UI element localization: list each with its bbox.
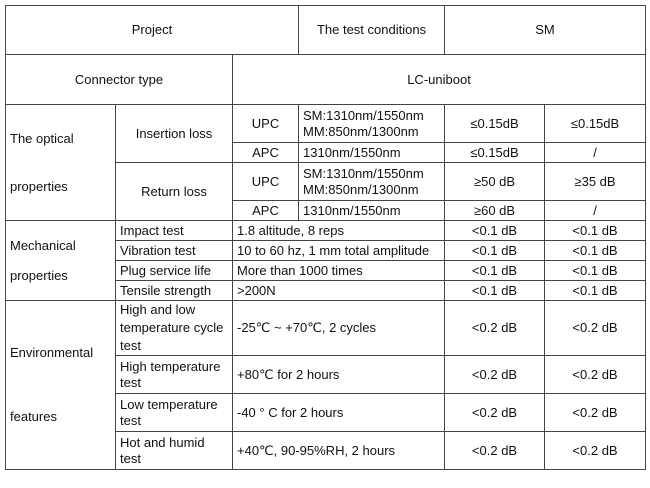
mechanical-condition: More than 1000 times	[233, 261, 445, 281]
mechanical-value-2: <0.1 dB	[545, 261, 646, 281]
mechanical-value-1: <0.1 dB	[445, 261, 545, 281]
environmental-condition: +80℃ for 2 hours	[233, 356, 445, 394]
mechanical-condition: >200N	[233, 281, 445, 301]
environmental-item-line: Low temperature	[120, 396, 218, 412]
insertion-apc-condition: 1310nm/1550nm	[299, 143, 445, 163]
environmental-item	[116, 356, 233, 394]
environmental-value-2: <0.2 dB	[545, 394, 646, 432]
return-loss-label: Return loss	[116, 163, 233, 221]
environmental-item	[116, 394, 233, 432]
mechanical-value-2: <0.1 dB	[545, 281, 646, 301]
insertion-upc-value-1: ≤0.15dB	[445, 105, 545, 143]
table-row	[6, 105, 646, 143]
environmental-item-line: Hot and humid	[120, 434, 205, 450]
optical-group-label	[6, 105, 116, 221]
environmental-item-line: High temperature	[120, 358, 221, 374]
return-apc-value-1: ≥60 dB	[445, 201, 545, 221]
spec-table	[5, 5, 646, 470]
environmental-condition: +40℃, 90-95%RH, 2 hours	[233, 432, 445, 470]
return-apc-value-2: /	[545, 201, 646, 221]
environmental-value-2: <0.2 dB	[545, 432, 646, 470]
mechanical-group-line1: Mechanical	[10, 237, 76, 253]
environmental-item-line: High and low	[120, 302, 196, 317]
optical-group-line2: properties	[10, 178, 68, 194]
environmental-group-line1: Environmental	[10, 345, 94, 360]
return-upc-type: UPC	[233, 163, 299, 201]
connector-row	[6, 55, 646, 105]
header-row	[6, 6, 646, 55]
mechanical-value-1: <0.1 dB	[445, 241, 545, 261]
connector-label: Connector type	[6, 55, 233, 105]
mechanical-item: Plug service life	[116, 261, 233, 281]
environmental-group-label	[6, 301, 116, 470]
return-upc-cond-mm: MM:850nm/1300nm	[303, 181, 419, 197]
environmental-group-line2: features	[10, 409, 57, 424]
mechanical-item: Impact test	[116, 221, 233, 241]
environmental-value-1: <0.2 dB	[445, 356, 545, 394]
insertion-upc-cond-sm: SM:1310nm/1550nm	[303, 107, 424, 123]
mechanical-value-1: <0.1 dB	[445, 281, 545, 301]
mechanical-value-1: <0.1 dB	[445, 221, 545, 241]
environmental-item-line: test	[120, 374, 141, 390]
table-row	[6, 301, 646, 356]
mechanical-condition: 1.8 altitude, 8 reps	[233, 221, 445, 241]
table-row	[6, 221, 646, 241]
environmental-item-line: test	[120, 412, 141, 428]
environmental-item-line: temperature cycle	[120, 320, 224, 335]
return-upc-cond-sm: SM:1310nm/1550nm	[303, 165, 424, 181]
mechanical-item: Vibration test	[116, 241, 233, 261]
return-apc-type: APC	[233, 201, 299, 221]
insertion-upc-cond-mm: MM:850nm/1300nm	[303, 123, 419, 139]
mechanical-item: Tensile strength	[116, 281, 233, 301]
environmental-value-2: <0.2 dB	[545, 301, 646, 356]
insertion-upc-value-2: ≤0.15dB	[545, 105, 646, 143]
return-upc-conditions	[299, 163, 445, 201]
header-test-conditions: The test conditions	[299, 6, 445, 55]
insertion-apc-type: APC	[233, 143, 299, 163]
mechanical-value-2: <0.1 dB	[545, 221, 646, 241]
insertion-upc-type: UPC	[233, 105, 299, 143]
insertion-upc-conditions	[299, 105, 445, 143]
environmental-value-1: <0.2 dB	[445, 394, 545, 432]
header-sm: SM	[445, 6, 646, 55]
mechanical-condition: 10 to 60 hz, 1 mm total amplitude	[233, 241, 445, 261]
environmental-condition: -25℃ ~ +70℃, 2 cycles	[233, 301, 445, 356]
environmental-value-1: <0.2 dB	[445, 432, 545, 470]
environmental-item-line: test	[120, 450, 141, 466]
connector-value: LC-uniboot	[233, 55, 646, 105]
insertion-apc-value-2: /	[545, 143, 646, 163]
insertion-loss-label: Insertion loss	[116, 105, 233, 163]
environmental-value-2: <0.2 dB	[545, 356, 646, 394]
header-project: Project	[6, 6, 299, 55]
return-upc-value-2: ≥35 dB	[545, 163, 646, 201]
mechanical-group-label	[6, 221, 116, 301]
mechanical-group-line2: properties	[10, 267, 68, 283]
environmental-item	[116, 301, 233, 356]
mechanical-value-2: <0.1 dB	[545, 241, 646, 261]
optical-group-line1: The optical	[10, 130, 74, 146]
return-upc-value-1: ≥50 dB	[445, 163, 545, 201]
return-apc-condition: 1310nm/1550nm	[299, 201, 445, 221]
environmental-condition: -40 ° C for 2 hours	[233, 394, 445, 432]
insertion-apc-value-1: ≤0.15dB	[445, 143, 545, 163]
environmental-value-1: <0.2 dB	[445, 301, 545, 356]
environmental-item	[116, 432, 233, 470]
environmental-item-line: test	[120, 338, 141, 353]
